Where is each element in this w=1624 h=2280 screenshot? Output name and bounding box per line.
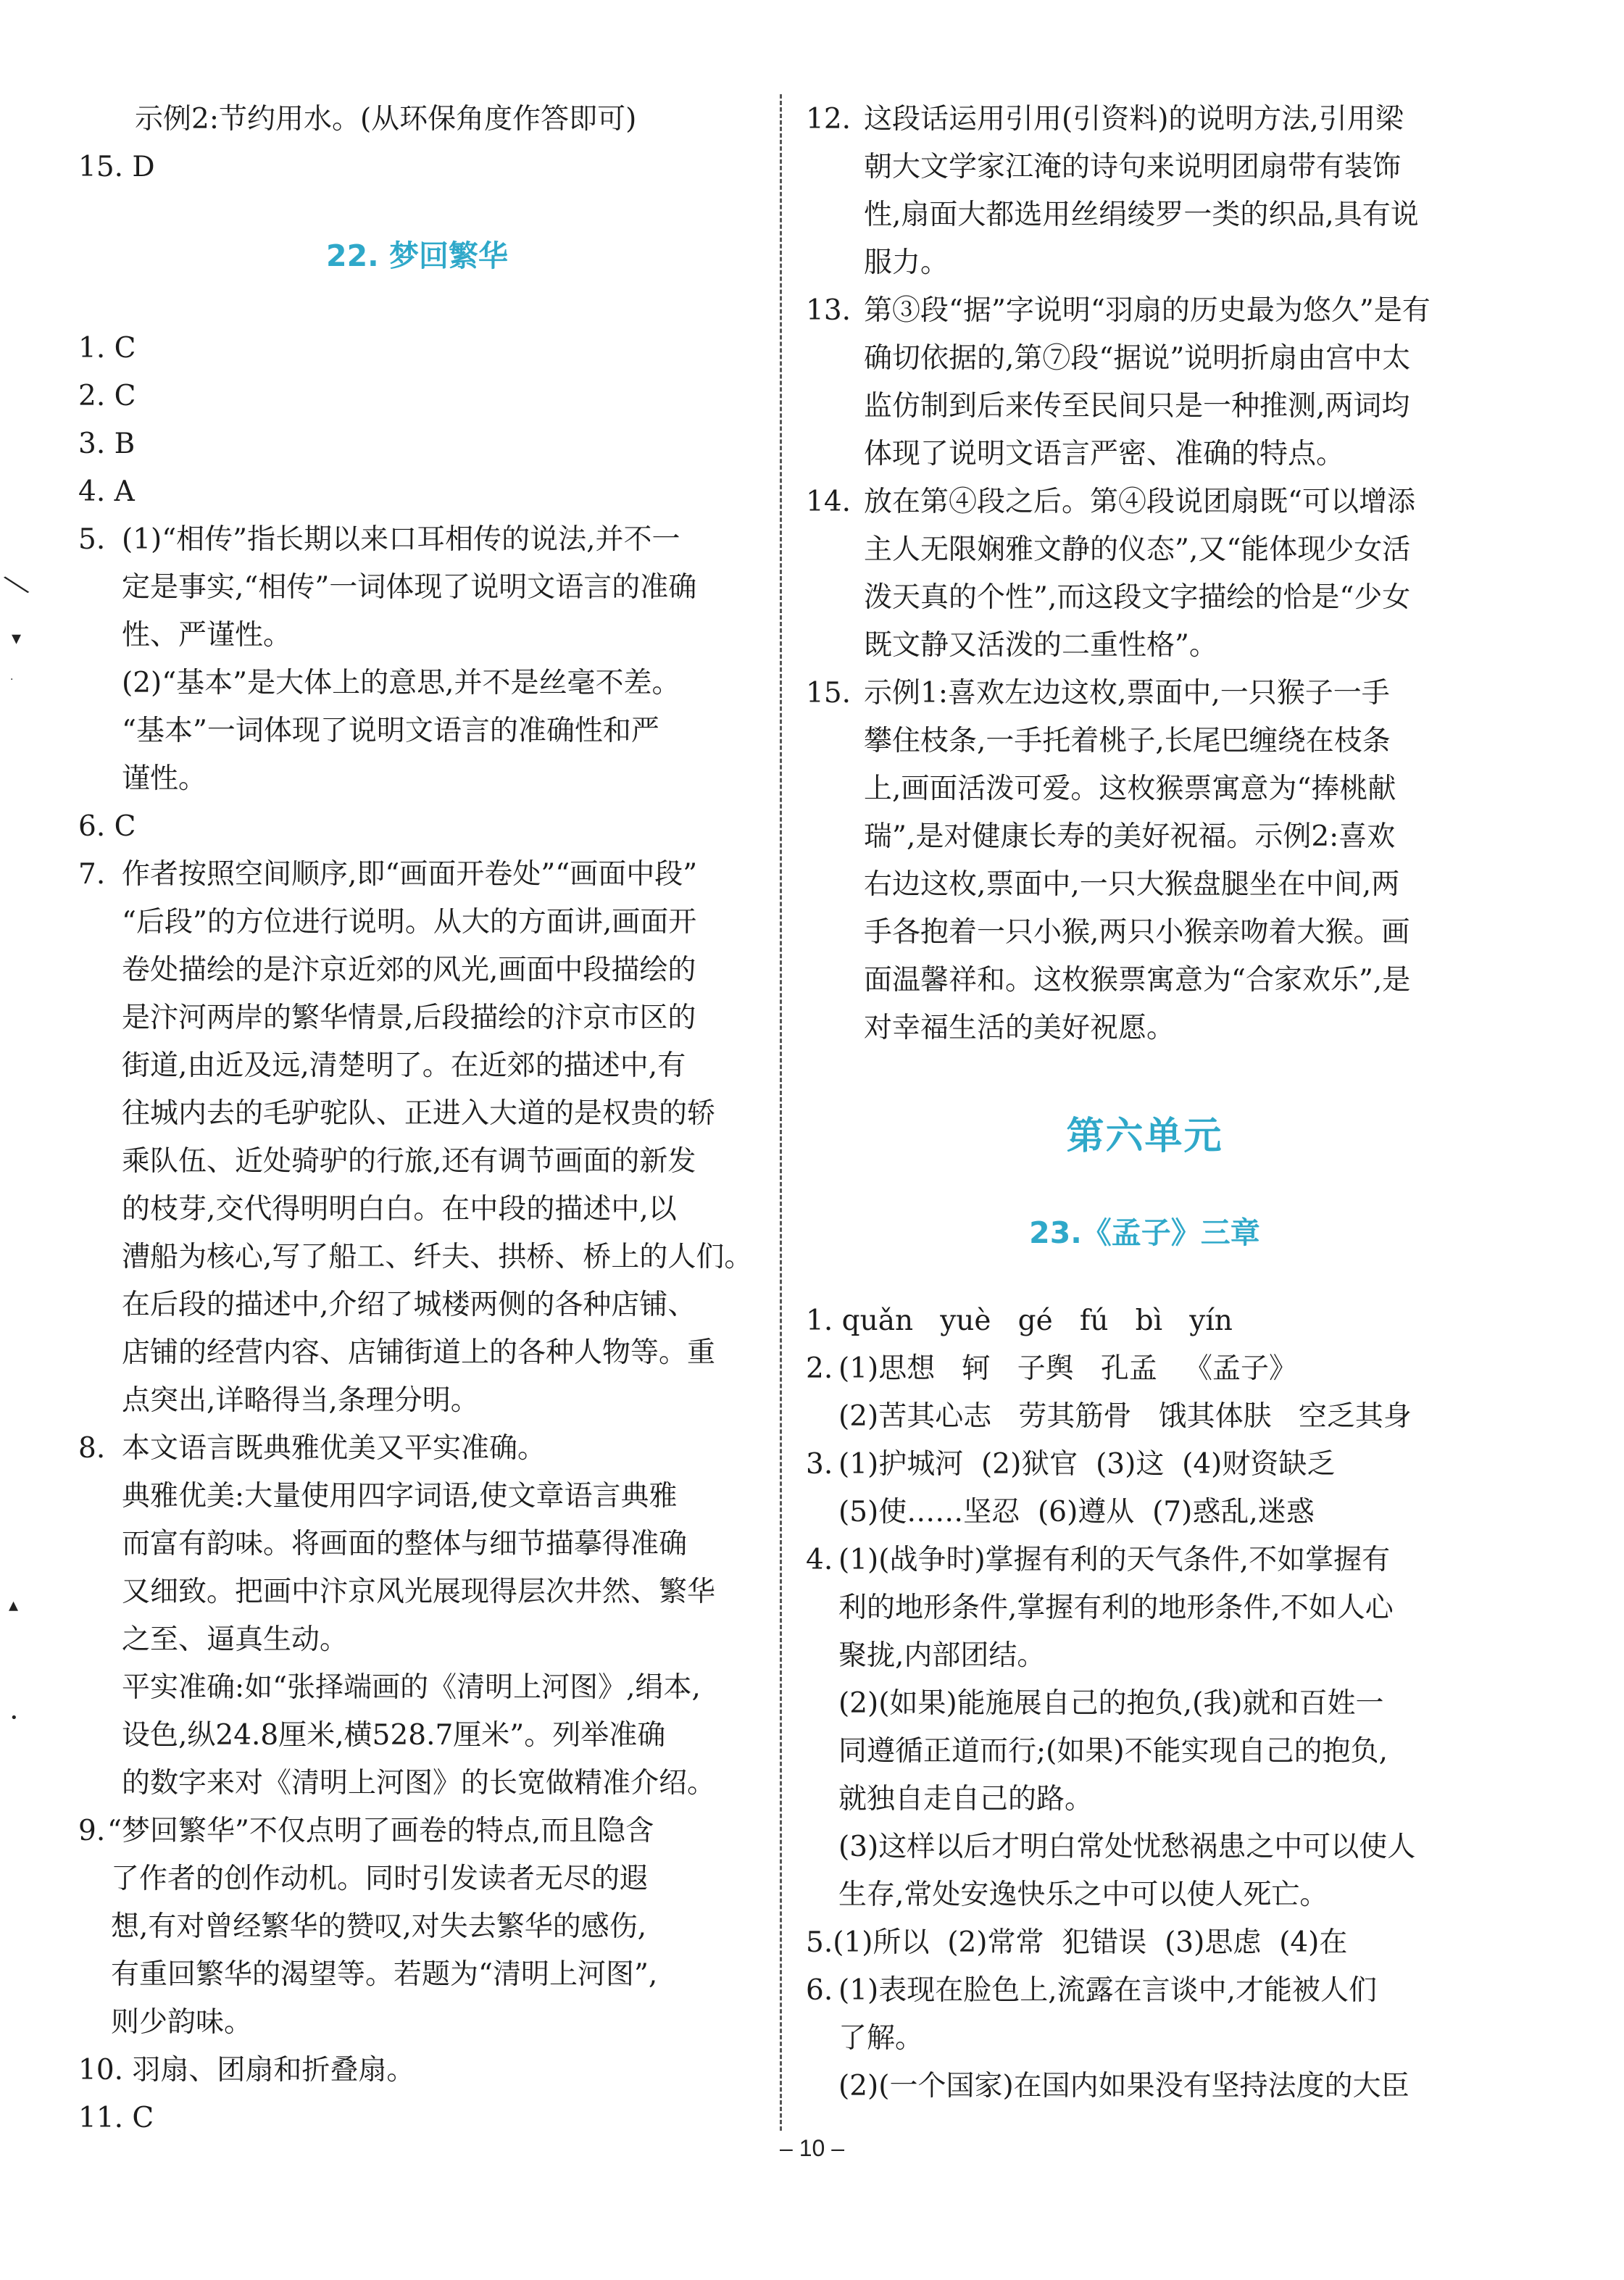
answer-15-line	[806, 909, 1483, 957]
answer-number: 2.	[806, 1352, 833, 1385]
answer-13-line	[806, 335, 1483, 383]
answer-text: (5)使……坚忍 (6)遵从 (7)惑乱,迷惑	[838, 1496, 1315, 1528]
answer-text: 街道,由近及远,清楚明了。在近郊的描述中,有	[122, 1049, 686, 1082]
answer-9-line	[78, 1903, 756, 1951]
answer-number: 8.	[78, 1432, 106, 1465]
answer-13-line	[806, 287, 1483, 335]
answer-number: 3.	[806, 1448, 833, 1481]
answer-9-line	[78, 1807, 756, 1855]
answer-14-line	[806, 478, 1483, 526]
answer-6: 6. C	[78, 810, 136, 843]
answer-text: 了解。	[838, 2022, 924, 2055]
answer-9-line	[78, 1951, 756, 1999]
answer-text: 放在第④段之后。第④段说团扇既“可以增添	[864, 486, 1415, 518]
answer-text: 同遵循正道而行;(如果)不能实现自己的抱负,	[838, 1735, 1388, 1768]
answer-2-line	[806, 1345, 1483, 1393]
answer-text: 设色,纵24.8厘米,横528.7厘米”。列举准确	[122, 1719, 666, 1752]
answer-4-line	[806, 1728, 1483, 1776]
left-column	[78, 96, 756, 2142]
answer-11: 11. C	[78, 2102, 154, 2134]
answer-5-line	[78, 660, 756, 707]
answer-8-line	[78, 1664, 756, 1712]
answer-text: (1)护城河 (2)狱官 (3)这 (4)财资缺乏	[838, 1448, 1336, 1481]
answer-text: 而富有韵味。将画面的整体与细节描摹得准确	[122, 1528, 688, 1560]
answer-text: 作者按照空间顺序,即“画面开卷处”“画面中段”	[122, 858, 698, 891]
answer-3-line	[806, 1441, 1483, 1489]
answer-15-line	[806, 813, 1483, 861]
answer-text: 往城内去的毛驴驼队、正进入大道的是权贵的轿	[122, 1097, 716, 1130]
answer-line: 示例2:节约用水。(从环保角度作答即可)	[135, 103, 637, 136]
answer-text: 性、严谨性。	[122, 619, 292, 652]
answer-text: 手各抱着一只小猴,两只小猴亲吻着大猴。画	[864, 916, 1410, 949]
lesson-23-title: 23.《孟子》三章	[1029, 1215, 1260, 1250]
answer-text: 生存,常处安逸快乐之中可以使人死亡。	[838, 1878, 1328, 1911]
answer-text: 体现了说明文语言严密、准确的特点。	[864, 438, 1345, 470]
answer-7-line	[78, 1329, 756, 1377]
answer-7-line	[78, 946, 756, 994]
unit-title: 第六单元	[1066, 1115, 1223, 1158]
answer-text: 之至、逼真生动。	[122, 1623, 349, 1656]
lesson-22-title: 22. 梦回繁华	[326, 238, 508, 273]
answer-text: 面温馨祥和。这枚猴票寓意为“合家欢乐”,是	[864, 964, 1411, 997]
answer-8-line	[78, 1712, 756, 1760]
answer-text: (2)(一个国家)在国内如果没有坚持法度的大臣	[838, 2070, 1409, 2102]
answer-number: 9.	[78, 1815, 106, 1847]
answer-text: 上,画面活泼可爱。这枚猴票寓意为“捧桃献	[864, 773, 1396, 805]
answer-text: 又细致。把画中汴京风光展现得层次井然、繁华	[122, 1576, 716, 1608]
answer-7-line	[78, 1042, 756, 1090]
answer-text: (2)“基本”是大体上的意思,并不是丝毫不差。	[122, 667, 680, 699]
answer-2: 2. C	[78, 380, 136, 412]
answer-text: (2)(如果)能施展自己的抱负,(我)就和百姓一	[838, 1687, 1384, 1720]
answer-text: 想,有对曾经繁华的赞叹,对失去繁华的感伤,	[111, 1910, 647, 1943]
answer-8-line	[78, 1425, 756, 1473]
answer-15-line	[806, 765, 1483, 813]
answer-text: (2)苦其心志 劳其筋骨 饿其体肤 空乏其身	[838, 1400, 1412, 1433]
answer-10: 10. 羽扇、团扇和折叠扇。	[78, 2054, 415, 2086]
answer-5-line	[78, 707, 756, 755]
answer-text: 服力。	[864, 246, 949, 279]
answer-7-line	[78, 1090, 756, 1138]
answer-14-line	[806, 574, 1483, 622]
answer-text: 店铺的经营内容、店铺街道上的各种人物等。重	[122, 1336, 716, 1369]
answer-text: 卷处描绘的是汴京近郊的风光,画面中段描绘的	[122, 954, 696, 986]
column-divider	[780, 94, 782, 2131]
answer-8-line	[78, 1473, 756, 1520]
scan-speck: ▾	[12, 628, 22, 649]
answer-text: (1)“相传”指长期以来口耳相传的说法,并不一	[122, 523, 680, 556]
answer-number: 15.	[806, 677, 851, 710]
answer-12-line	[806, 143, 1483, 191]
answer-4-line	[806, 1680, 1483, 1728]
answer-8-line	[78, 1760, 756, 1807]
answer-15-line	[806, 957, 1483, 1004]
answer-text: 在后段的描述中,介绍了城楼两侧的各种店铺、	[122, 1289, 696, 1321]
scan-speck: ▴	[9, 1594, 19, 1616]
answer-text: 典雅优美:大量使用四字词语,使文章语言典雅	[122, 1480, 678, 1513]
answer-number: 12.	[806, 103, 851, 136]
answer-text: (1)思想 轲 子舆 孔孟 《孟子》	[838, 1352, 1298, 1385]
answer-text: “基本”一词体现了说明文语言的准确性和严	[122, 715, 659, 747]
answer-6-line	[806, 1967, 1483, 2015]
answer-5-line	[78, 516, 756, 564]
answer-text: 的数字来对《清明上河图》的长宽做精准介绍。	[122, 1767, 716, 1800]
answer-8-line	[78, 1520, 756, 1568]
answer-text: 主人无限娴雅文静的仪态”,又“能体现少女活	[864, 533, 1411, 566]
answer-text: 示例1:喜欢左边这枚,票面中,一只猴子一手	[864, 677, 1390, 710]
answer-text: 攀住枝条,一手托着桃子,长尾巴缠绕在枝条	[864, 725, 1391, 757]
scan-speck: ╲	[4, 570, 29, 600]
answer-text: 聚拢,内部团结。	[838, 1639, 1046, 1672]
answer-text: 右边这枚,票面中,一只大猴盘腿坐在中间,两	[864, 868, 1400, 901]
answer-text: 泼天真的个性”,而这段文字描绘的恰是“少女	[864, 581, 1411, 614]
answer-text: “梦回繁华”不仅点明了画卷的特点,而且隐含	[107, 1815, 654, 1847]
answer-12-line	[806, 96, 1483, 143]
answer-13-line	[806, 383, 1483, 430]
answer-text: 这段话运用引用(引资料)的说明方法,引用梁	[864, 103, 1404, 136]
answer-text: 就独自走自己的路。	[838, 1783, 1094, 1815]
answer-text: 瑞”,是对健康长寿的美好祝福。示例2:喜欢	[864, 820, 1396, 853]
answer-text: 平实准确:如“张择端画的《清明上河图》,绢本,	[122, 1671, 701, 1704]
answer-4-line	[806, 1823, 1483, 1871]
answer-4: 4. A	[78, 475, 135, 508]
answer-text: “后段”的方位进行说明。从大的方面讲,画面开	[122, 906, 697, 939]
answer-text: 点突出,详略得当,条理分明。	[122, 1384, 479, 1417]
answer-15-line	[806, 861, 1483, 909]
answer-number: 4.	[806, 1544, 833, 1576]
answer-number: 7.	[78, 858, 106, 891]
scan-speck: ·	[10, 674, 14, 686]
answer-text: 乘队伍、近处骑驴的行旅,还有调节画面的新发	[122, 1145, 696, 1178]
answer-text: (3)这样以后才明白常处忧愁祸患之中可以使人	[838, 1831, 1416, 1863]
right-column	[806, 96, 1483, 2110]
answer-9-line	[78, 1855, 756, 1903]
answer-3: 3. B	[78, 428, 136, 460]
answer-text: 的枝芽,交代得明明白白。在中段的描述中,以	[122, 1193, 677, 1226]
answer-7-line	[78, 851, 756, 899]
answer-15: 15. D	[78, 151, 155, 183]
answer-14-line	[806, 526, 1483, 574]
answer-12-line	[806, 191, 1483, 239]
answer-text: 定是事实,“相传”一词体现了说明文语言的准确	[122, 571, 697, 604]
answer-number: 5.	[78, 523, 106, 556]
answer-7-line	[78, 1138, 756, 1186]
answer-8-line	[78, 1568, 756, 1616]
answer-text: 了作者的创作动机。同时引发读者无尽的遐	[111, 1863, 649, 1895]
answer-number: 6.	[806, 1974, 833, 2007]
answer-text: 性,扇面大都选用丝绢绫罗一类的织品,具有说	[864, 199, 1419, 231]
answer-text: 有重回繁华的渴望等。若题为“清明上河图”,	[111, 1958, 658, 1991]
answer-15-line	[806, 670, 1483, 717]
answer-text: 既文静又活泼的二重性格”。	[864, 629, 1217, 662]
answer-1: 1. C	[78, 332, 136, 365]
answer-7-line	[78, 899, 756, 946]
page-number: – 10 –	[780, 2135, 844, 2161]
answer-1-pinyin: 1. quǎn yuè gé fú bì yín	[806, 1305, 1233, 1337]
answer-15-line	[806, 717, 1483, 765]
answer-text: 第③段“据”字说明“羽扇的历史最为悠久”是有	[864, 294, 1431, 327]
answer-text: 本文语言既典雅优美又平实准确。	[122, 1432, 546, 1465]
answer-number: 13.	[806, 294, 851, 327]
answer-4-line	[806, 1584, 1483, 1632]
answer-text: 漕船为核心,写了船工、纤夫、拱桥、桥上的人们。	[122, 1241, 753, 1273]
answer-5: 5.(1)所以 (2)常常 犯错误 (3)思虑 (4)在	[806, 1926, 1348, 1959]
answer-7-line	[78, 994, 756, 1042]
answer-text: 是汴河两岸的繁华情景,后段描绘的汴京市区的	[122, 1002, 696, 1034]
answer-6-line	[806, 2063, 1483, 2110]
answer-7-line	[78, 1233, 756, 1281]
answer-text: 朝大文学家江淹的诗句来说明团扇带有装饰	[864, 151, 1402, 183]
answer-text: 谨性。	[122, 762, 207, 795]
answer-7-line	[78, 1186, 756, 1233]
answer-text: 对幸福生活的美好祝愿。	[864, 1012, 1175, 1044]
answer-text: 确切依据的,第⑦段“据说”说明折扇由宫中太	[864, 342, 1411, 375]
answer-7-line	[78, 1281, 756, 1329]
scan-speck: •	[10, 1710, 18, 1726]
answer-text: 利的地形条件,掌握有利的地形条件,不如人心	[838, 1592, 1394, 1624]
answer-number: 14.	[806, 486, 851, 518]
answer-text: (1)(战争时)掌握有利的天气条件,不如掌握有	[838, 1544, 1391, 1576]
answer-text: 则少韵味。	[111, 2006, 253, 2039]
answer-text: 监仿制到后来传至民间只是一种推测,两词均	[864, 390, 1410, 423]
answer-4-line	[806, 1536, 1483, 1584]
answer-5-line	[78, 564, 756, 612]
answer-text: (1)表现在脸色上,流露在言谈中,才能被人们	[838, 1974, 1378, 2007]
